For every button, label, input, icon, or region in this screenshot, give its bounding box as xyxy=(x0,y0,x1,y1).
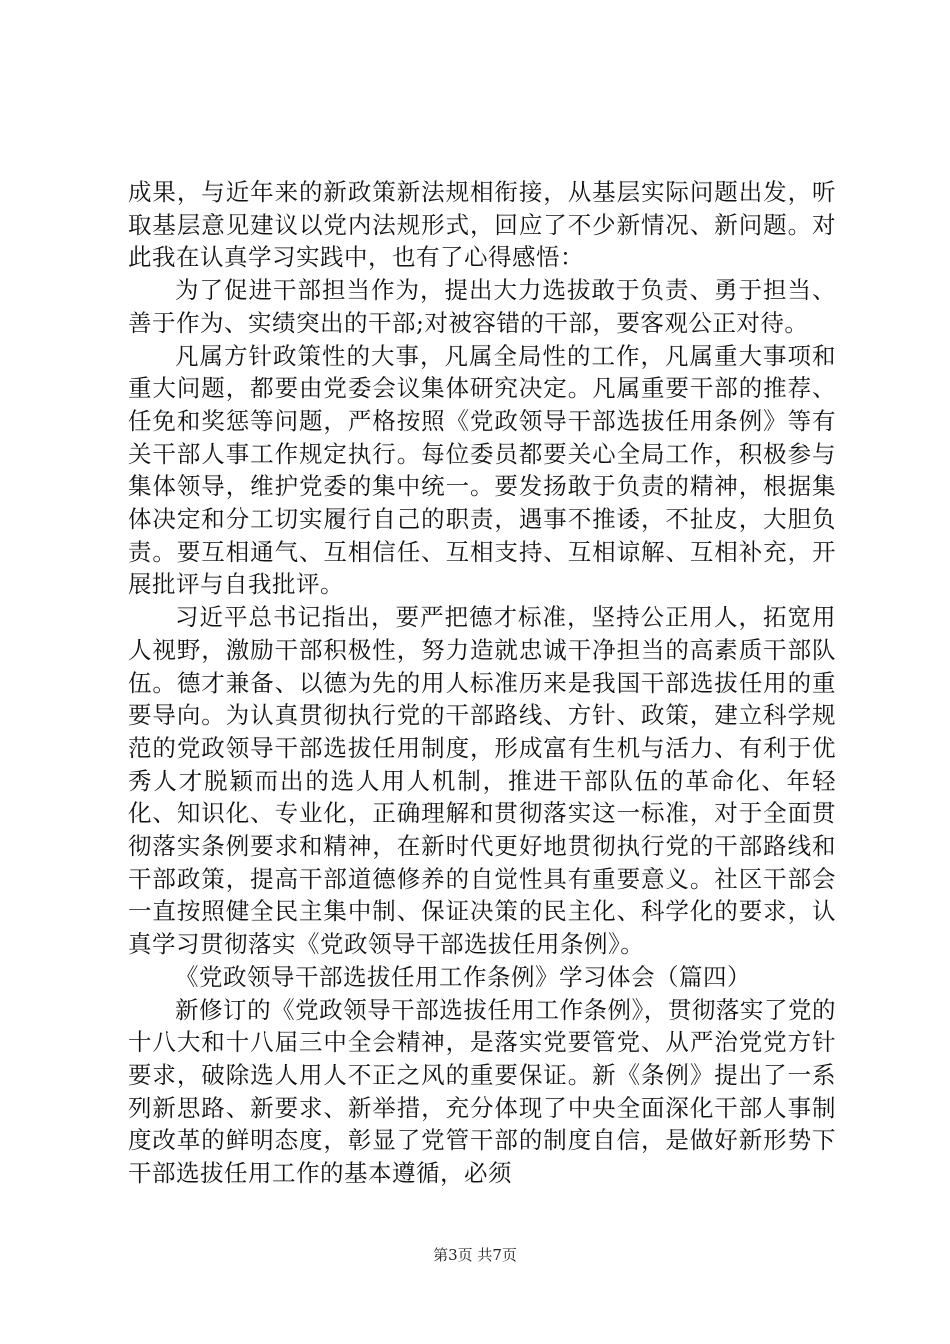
paragraph: 为了促进干部担当作为，提出大力选拔敢于负责、勇于担当、善于作为、实绩突出的干部;对被容错的干部，要客观公正对待。 xyxy=(128,276,836,337)
section-heading: 《党政领导干部选拔任用工作条例》学习体会（篇四） xyxy=(175,962,751,991)
paragraph: 凡属方针政策性的大事，凡属全局性的工作，凡属重大事项和重大问题，都要由党委会议集体研究决定。凡属重要干部的推荐、任免和奖惩等问题，严格按照《党政领导干部选拔任用条例》等有关干部人事工作规定执行。每位委员都要关心全局工作，积极参与集体领导，维护党委的集中统一。要发扬敢于负责的精神，根据集体决定和分工切实履行自己的职责，遇事不推诿，不扯皮，大胆负责。要互相通气、互相信任、互相支持、互相谅解、互相补充，开展批评与自我批评。 xyxy=(128,341,836,599)
document-body xyxy=(128,176,836,1190)
paragraph: 习近平总书记指出，要严把德才标准，坚持公正用人，拓宽用人视野，激励干部积极性，努力造就忠诚干净担当的高素质干部队伍。德才兼备、以德为先的用人标准历来是我国干部选拔任用的重要导向。为认真贯彻执行党的干部路线、方针、政策，建立科学规范的党政领导干部选拔任用制度，形成富有生机与活力、有利于优秀人才脱颖而出的选人用人机制，推进干部队伍的革命化、年轻化、知识化、专业化，正确理解和贯彻落实这一标准，对于全面贯彻落实条例要求和精神，在新时代更好地贯彻执行党的干部路线和干部政策，提高干部道德修养的自觉性具有重要意义。社区干部会一直按照健全民主集中制、保证决策的民主化、科学化的要求，认真学习贯彻落实《党政领导干部选拔任用条例》。 xyxy=(128,603,836,959)
paragraph: 新修订的《党政领导干部选拔任用工作条例》，贯彻落实了党的十八大和十八届三中全会精神，是落实党要管党、从严治党党方针要求，破除选人用人不正之风的重要保证。新《条例》提出了一系列新思路、新要求、新举措，充分体现了中央全面深化干部人事制度改革的鲜明态度，彰显了党管干部的制度自信，是做好新形势下干部选拔任用工作的基本遵循，必须 xyxy=(128,995,836,1188)
paragraph: 成果，与近年来的新政策新法规相衔接，从基层实际问题出发，听取基层意见建议以党内法规形式，回应了不少新情况、新问题。对此我在认真学习实践中，也有了心得感悟： xyxy=(128,178,836,272)
page-number-footer: 第3页 共7页 xyxy=(433,1246,517,1264)
